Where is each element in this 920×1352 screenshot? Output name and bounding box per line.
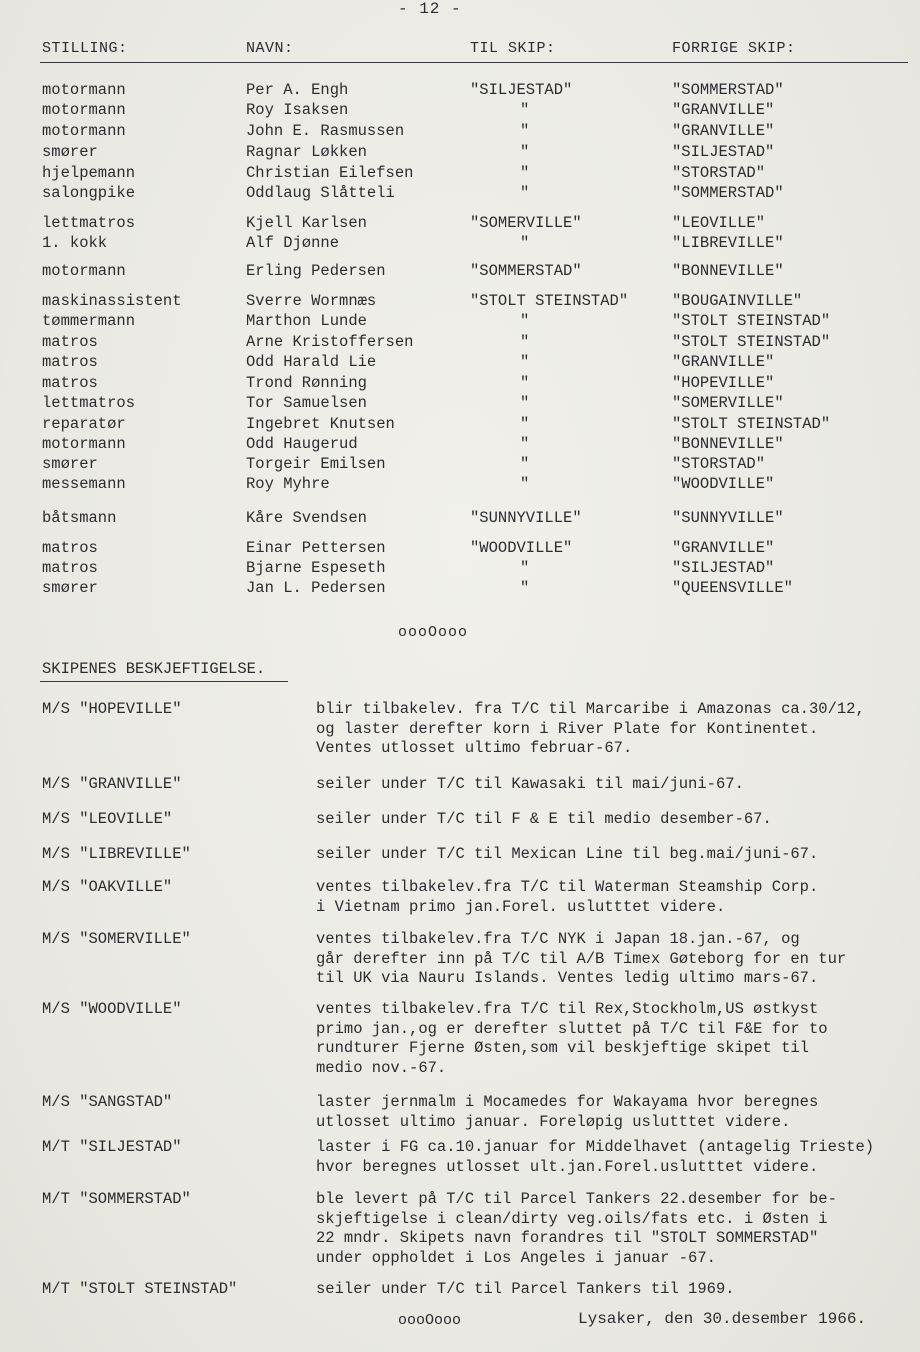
crew-stilling: reparatør (42, 415, 126, 433)
crew-til-skip: " (520, 312, 530, 330)
crew-stilling: motormann (42, 435, 126, 453)
crew-stilling: messemann (42, 475, 126, 493)
crew-row (0, 414, 920, 434)
crew-row (0, 163, 920, 183)
crew-til-skip: " (520, 579, 530, 597)
crew-navn: Kjell Karlsen (246, 214, 367, 232)
crew-til-skip: " (520, 394, 530, 412)
crew-row (0, 538, 920, 558)
crew-stilling: salongpike (42, 184, 136, 202)
ship-description-line: ble levert på T/C til Parcel Tankers 22.desember for be- (316, 1190, 837, 1208)
crew-til-skip: " (520, 143, 530, 161)
ship-name: M/T "SOMMERSTAD" (42, 1190, 191, 1208)
separator: oooOooo (398, 624, 469, 641)
ship-description-line: under oppholdet i Los Angeles i januar -67. (316, 1248, 716, 1267)
crew-til-skip: " (520, 353, 530, 371)
ship-description (316, 775, 744, 795)
crew-til-skip: " (520, 333, 530, 351)
crew-stilling: motormann (42, 262, 126, 280)
crew-row (0, 508, 920, 528)
crew-til-skip: "SUNNYVILLE" (470, 509, 582, 527)
ship-name: M/S "LIBREVILLE" (42, 845, 191, 863)
crew-til-skip: " (520, 234, 530, 252)
crew-forrige-skip: "SOMMERSTAD" (672, 184, 784, 202)
crew-forrige-skip: "HOPEVILLE" (672, 374, 775, 392)
crew-stilling: smører (42, 455, 98, 473)
crew-navn: Erling Pedersen (246, 262, 386, 280)
crew-row (0, 142, 920, 162)
crew-navn: Alf Djønne (246, 234, 340, 252)
crew-row (0, 261, 920, 281)
crew-forrige-skip: "BONNEVILLE" (672, 262, 784, 280)
crew-stilling: matros (42, 374, 98, 392)
ship-description-line: seiler under T/C til Parcel Tankers til 1969. (316, 1280, 735, 1298)
crew-stilling: matros (42, 353, 98, 371)
crew-forrige-skip: "STOLT STEINSTAD" (672, 333, 831, 351)
ship-description-line: skjeftigelse i clean/dirty veg.oils/fats etc. i Østen i (316, 1209, 828, 1228)
ship-name: M/S "LEOVILLE" (42, 810, 173, 828)
footer-date: Lysaker, den 30.desember 1966. (578, 1310, 867, 1328)
crew-row (0, 434, 920, 454)
crew-row (0, 454, 920, 474)
crew-til-skip: " (520, 435, 530, 453)
crew-navn: Ingebret Knutsen (246, 415, 395, 433)
section-title-underline (40, 681, 288, 682)
ship-description-line: rundturer Fjerne Østen,som vil beskjeftige skipet til (316, 1039, 809, 1057)
crew-row (0, 233, 920, 253)
section-title: SKIPENES BESKJEFTIGELSE. (42, 660, 266, 678)
crew-navn: Odd Haugerud (246, 435, 358, 453)
crew-stilling: maskinassistent (42, 292, 182, 310)
crew-navn: Tor Samuelsen (246, 394, 367, 412)
crew-forrige-skip: "SOMMERSTAD" (672, 81, 784, 99)
ship-description-line: går derefter inn på T/C til A/B Timex Gøteborg for en tur (316, 949, 847, 968)
crew-til-skip: " (520, 455, 530, 473)
ship-description (316, 1190, 837, 1268)
crew-forrige-skip: "LIBREVILLE" (672, 234, 784, 252)
crew-row (0, 213, 920, 233)
ship-description-line: til UK via Nauru Islands. Ventes ledig ultimo mars-67. (316, 969, 819, 987)
crew-til-skip: " (520, 374, 530, 392)
crew-row (0, 291, 920, 311)
crew-stilling: tømmermann (42, 312, 136, 330)
crew-row (0, 121, 920, 141)
ship-description-line: seiler under T/C til F & E til medio desember-67. (316, 810, 772, 828)
ship-description-line: seiler under T/C til Mexican Line til beg.mai/juni-67. (316, 845, 819, 863)
crew-navn: Odd Harald Lie (246, 353, 377, 371)
ship-description (316, 1093, 818, 1132)
crew-row (0, 100, 920, 120)
crew-forrige-skip: "QUEENSVILLE" (672, 579, 793, 597)
crew-navn: Jan L. Pedersen (246, 579, 386, 597)
crew-til-skip: " (520, 164, 530, 182)
ship-description-line: og laster derefter korn i River Plate for Kontinentet. (316, 719, 819, 738)
page-number: - 12 - (398, 0, 462, 18)
ship-description (316, 1000, 828, 1078)
ship-name: M/S "GRANVILLE" (42, 775, 182, 793)
crew-row (0, 80, 920, 100)
ship-description (316, 845, 818, 865)
crew-navn: John E. Rasmussen (246, 122, 405, 140)
ship-description-line: laster i FG ca.10.januar for Middelhavet (antagelig Trieste) (316, 1138, 875, 1156)
crew-forrige-skip: "LEOVILLE" (672, 214, 766, 232)
crew-navn: Christian Eilefsen (246, 164, 414, 182)
crew-forrige-skip: "GRANVILLE" (672, 101, 775, 119)
crew-navn: Marthon Lunde (246, 312, 367, 330)
crew-row (0, 311, 920, 331)
crew-forrige-skip: "WOODVILLE" (672, 475, 775, 493)
crew-stilling: matros (42, 559, 98, 577)
crew-til-skip: " (520, 101, 530, 119)
header-navn: NAVN: (246, 40, 294, 57)
header-til-skip: TIL SKIP: (470, 40, 556, 57)
crew-forrige-skip: "SILJESTAD" (672, 559, 775, 577)
crew-stilling: matros (42, 539, 98, 557)
crew-forrige-skip: "STORSTAD" (672, 164, 766, 182)
crew-navn: Roy Myhre (246, 475, 330, 493)
ship-description-line: ventes tilbakelev.fra T/C til Waterman Steamship Corp. (316, 878, 819, 896)
crew-stilling: lettmatros (42, 214, 136, 232)
ship-name: M/T "SILJESTAD" (42, 1138, 182, 1156)
crew-row (0, 578, 920, 598)
crew-row (0, 393, 920, 413)
crew-navn: Arne Kristoffersen (246, 333, 414, 351)
crew-stilling: motormann (42, 101, 126, 119)
crew-til-skip: " (520, 122, 530, 140)
ship-description-line: medio nov.-67. (316, 1058, 447, 1077)
crew-stilling: motormann (42, 122, 126, 140)
crew-forrige-skip: "STORSTAD" (672, 455, 766, 473)
ship-description (316, 810, 772, 830)
crew-til-skip: " (520, 559, 530, 577)
crew-stilling: smører (42, 579, 98, 597)
crew-stilling: båtsmann (42, 509, 117, 527)
ship-name: M/S "HOPEVILLE" (42, 700, 182, 718)
crew-row (0, 352, 920, 372)
crew-til-skip: " (520, 475, 530, 493)
header-rule (40, 62, 908, 63)
crew-navn: Ragnar Løkken (246, 143, 367, 161)
crew-stilling: motormann (42, 81, 126, 99)
crew-stilling: smører (42, 143, 98, 161)
crew-row (0, 183, 920, 203)
ship-description (316, 878, 818, 917)
ship-description-line: 22 mndr. Skipets navn forandres til "STOLT SOMMERSTAD" (316, 1229, 819, 1247)
ship-name: M/S "OAKVILLE" (42, 878, 173, 896)
ship-name: M/S "SANGSTAD" (42, 1093, 173, 1111)
crew-til-skip: "WOODVILLE" (470, 539, 573, 557)
crew-til-skip: "SOMERVILLE" (470, 214, 582, 232)
ship-description-line: i Vietnam primo jan.Forel. uslutttet videre. (316, 897, 726, 916)
crew-navn: Einar Pettersen (246, 539, 386, 557)
crew-forrige-skip: "SOMERVILLE" (672, 394, 784, 412)
crew-navn: Torgeir Emilsen (246, 455, 386, 473)
crew-row (0, 373, 920, 393)
ship-description (316, 1138, 874, 1177)
crew-til-skip: "SOMMERSTAD" (470, 262, 582, 280)
crew-stilling: matros (42, 333, 98, 351)
ship-description-line: ventes tilbakelev.fra T/C til Rex,Stockholm,US østkyst (316, 1000, 819, 1018)
ship-description (316, 930, 846, 989)
crew-til-skip: " (520, 415, 530, 433)
crew-forrige-skip: "BOUGAINVILLE" (672, 292, 803, 310)
ship-description-line: seiler under T/C til Kawasaki til mai/juni-67. (316, 775, 744, 793)
crew-navn: Sverre Wormnæs (246, 292, 377, 310)
crew-navn: Trond Rønning (246, 374, 367, 392)
ship-description-line: hvor beregnes utlosset ult.jan.Forel.uslutttet videre. (316, 1157, 819, 1176)
crew-forrige-skip: "SUNNYVILLE" (672, 509, 784, 527)
ship-description-line: utlosset ultimo januar. Foreløpig uslutttet videre. (316, 1112, 791, 1131)
ship-description-line: laster jernmalm i Mocamedes for Wakayama hvor beregnes (316, 1093, 819, 1111)
crew-navn: Kåre Svendsen (246, 509, 367, 527)
crew-stilling: hjelpemann (42, 164, 136, 182)
crew-forrige-skip: "GRANVILLE" (672, 122, 775, 140)
ship-description (316, 700, 865, 759)
crew-forrige-skip: "STOLT STEINSTAD" (672, 312, 831, 330)
header-forrige-skip: FORRIGE SKIP: (672, 40, 796, 57)
crew-forrige-skip: "BONNEVILLE" (672, 435, 784, 453)
crew-forrige-skip: "STOLT STEINSTAD" (672, 415, 831, 433)
ship-name: M/T "STOLT STEINSTAD" (42, 1280, 238, 1298)
ship-description-line: Ventes utlosset ultimo februar-67. (316, 739, 633, 757)
crew-navn: Oddlaug Slåtteli (246, 184, 395, 202)
crew-forrige-skip: "GRANVILLE" (672, 353, 775, 371)
crew-row (0, 474, 920, 494)
crew-navn: Roy Isaksen (246, 101, 349, 119)
ship-description-line: primo jan.,og er derefter sluttet på T/C til F&E for to (316, 1019, 828, 1038)
ship-description (316, 1280, 735, 1300)
header-stilling: STILLING: (42, 40, 128, 57)
crew-til-skip: "STOLT STEINSTAD" (470, 292, 629, 310)
crew-stilling: lettmatros (42, 394, 136, 412)
crew-til-skip: "SILJESTAD" (470, 81, 573, 99)
ship-name: M/S "WOODVILLE" (42, 1000, 182, 1018)
crew-forrige-skip: "SILJESTAD" (672, 143, 775, 161)
crew-forrige-skip: "GRANVILLE" (672, 539, 775, 557)
ship-description-line: blir tilbakelev. fra T/C til Marcaribe i Amazonas ca.30/12, (316, 700, 865, 718)
crew-til-skip: " (520, 184, 530, 202)
ship-name: M/S "SOMERVILLE" (42, 930, 191, 948)
crew-navn: Bjarne Espeseth (246, 559, 386, 577)
crew-navn: Per A. Engh (246, 81, 349, 99)
crew-stilling: 1. kokk (42, 234, 108, 252)
footer-separator: oooOooo (398, 1312, 462, 1329)
ship-description-line: ventes tilbakelev.fra T/C NYK i Japan 18.jan.-67, og (316, 930, 800, 948)
crew-row (0, 332, 920, 352)
crew-row (0, 558, 920, 578)
